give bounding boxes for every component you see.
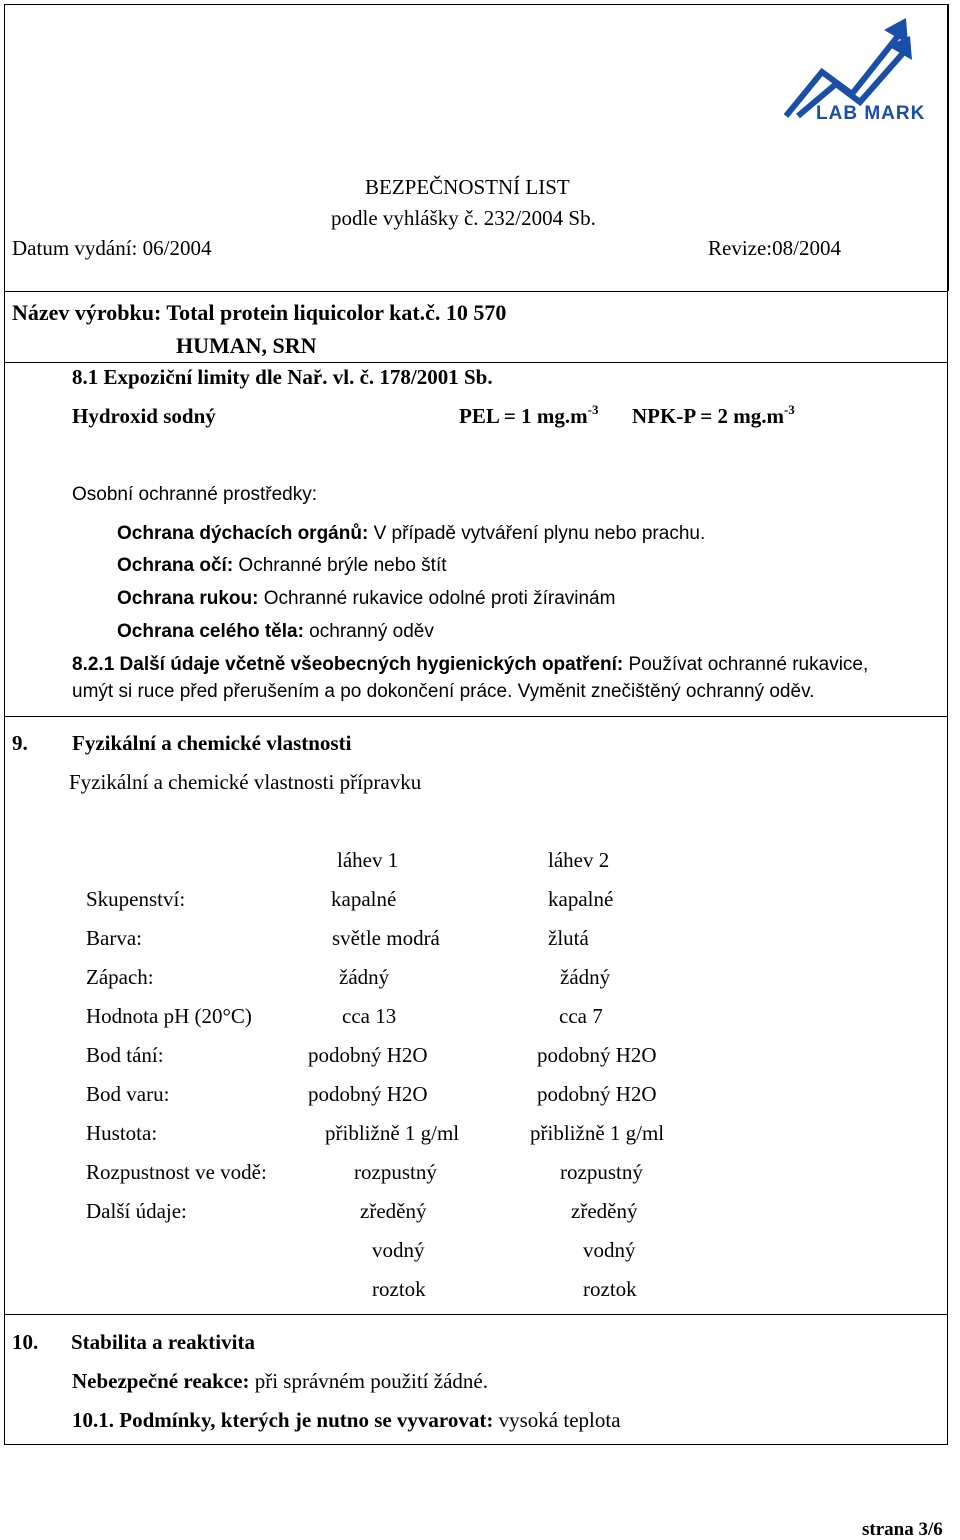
row-value-bottle-2: rozpustný	[560, 1160, 643, 1184]
npk-value	[632, 402, 795, 428]
product-name: Název výrobku: Total protein liquicolor kat.č. 10 570	[12, 300, 507, 325]
row-value-bottle-1: cca 13	[342, 1004, 397, 1028]
hygiene-label: 8.2.1 Další údaje včetně všeobecných hygienických opatření:	[72, 654, 624, 675]
page-number: strana 3/6	[862, 1519, 943, 1540]
header-divider	[4, 291, 948, 292]
conditions-label: 10.1. Podmínky, kterých je nutno se vyvarovat:	[72, 1408, 494, 1432]
section10-number: 10.	[12, 1330, 39, 1354]
row-value-bottle-1: roztok	[372, 1277, 426, 1301]
pel-exponent: -3	[587, 402, 599, 417]
row-label: Skupenství:	[86, 887, 186, 911]
ppe-eyes-label: Ochrana očí:	[117, 555, 234, 576]
row-value-bottle-1: světle modrá	[332, 926, 440, 950]
ppe-body	[117, 622, 434, 641]
section9-number: 9.	[12, 731, 28, 755]
ppe-respiratory-value: V případě vytváření plynu nebo prachu.	[368, 523, 706, 544]
hygiene-line-2: umýt si ruce před přerušením a po dokončení práce. Vyměnit znečištěný ochranný oděv.	[72, 681, 815, 702]
document-title: BEZPEČNOSTNÍ LIST	[365, 175, 570, 199]
hazardous-reactions-value: při správném použití žádné.	[249, 1369, 488, 1393]
row-value-bottle-1: žádný	[339, 965, 390, 989]
row-value-bottle-1: podobný H2O	[308, 1082, 428, 1106]
hygiene-value: Používat ochranné rukavice,	[623, 654, 869, 675]
conditions-value: vysoká teplota	[493, 1408, 621, 1432]
hygiene-measures	[72, 655, 868, 674]
hazardous-reactions	[72, 1371, 488, 1392]
row-value-bottle-1: přibližně 1 g/ml	[325, 1121, 460, 1145]
ppe-hands-label: Ochrana rukou:	[117, 588, 259, 609]
ppe-heading: Osobní ochranné prostředky:	[72, 484, 318, 505]
row-value-bottle-2: podobný H2O	[537, 1043, 657, 1067]
row-value-bottle-1: kapalné	[331, 887, 397, 911]
pel-value	[459, 402, 599, 428]
row-value-bottle-1: vodný	[372, 1238, 425, 1262]
row-label: Bod tání:	[86, 1043, 164, 1067]
ppe-respiratory-label: Ochrana dýchacích orgánů:	[117, 523, 369, 544]
section9-divider	[4, 716, 948, 717]
frame-right-edge	[948, 4, 949, 291]
pel-text: PEL = 1 mg.m	[459, 404, 588, 428]
section9-subheading: Fyzikální a chemické vlastnosti přípravku	[69, 770, 422, 794]
manufacturer: HUMAN, SRN	[176, 333, 317, 358]
hazardous-reactions-label: Nebezpečné reakce:	[72, 1369, 250, 1393]
row-label: Zápach:	[86, 965, 154, 989]
row-value-bottle-2: zředěný	[571, 1199, 638, 1223]
row-value-bottle-2: podobný H2O	[537, 1082, 657, 1106]
product-divider	[4, 362, 948, 363]
row-value-bottle-1: zředěný	[360, 1199, 427, 1223]
row-value-bottle-2: roztok	[583, 1277, 637, 1301]
issue-date: Datum vydání: 06/2004	[12, 236, 212, 260]
exposure-limits-heading: 8.1 Expoziční limity dle Nař. vl. č. 178/2001 Sb.	[72, 365, 493, 389]
ppe-body-label: Ochrana celého těla:	[117, 621, 304, 642]
row-label: Hustota:	[86, 1121, 158, 1145]
ppe-body-value: ochranný oděv	[303, 621, 434, 642]
ppe-eyes-value: Ochranné brýle nebo štít	[233, 555, 447, 576]
section10-heading: Stabilita a reaktivita	[71, 1330, 255, 1354]
row-value-bottle-2: vodný	[583, 1238, 636, 1262]
row-value-bottle-2: kapalné	[548, 887, 614, 911]
row-label: Další údaje:	[86, 1199, 187, 1223]
substance-name: Hydroxid sodný	[72, 404, 216, 428]
row-value-bottle-2: přibližně 1 g/ml	[530, 1121, 665, 1145]
row-value-bottle-2: cca 7	[559, 1004, 603, 1028]
row-label: Barva:	[86, 926, 142, 950]
logo-text: LAB MARK	[816, 103, 926, 124]
row-value-bottle-2: žádný	[560, 965, 611, 989]
ppe-hands-value: Ochranné rukavice odolné proti žíravinám	[258, 588, 616, 609]
company-logo	[780, 14, 930, 126]
row-value-bottle-1: podobný H2O	[308, 1043, 428, 1067]
ppe-respiratory	[117, 524, 705, 543]
row-value-bottle-1: rozpustný	[354, 1160, 437, 1184]
ppe-hands	[117, 589, 615, 608]
npk-text: NPK-P = 2 mg.m	[632, 404, 784, 428]
ppe-eyes	[117, 556, 447, 575]
conditions-to-avoid	[72, 1410, 621, 1431]
column-header-bottle-1: láhev 1	[337, 848, 399, 872]
section9-heading: Fyzikální a chemické vlastnosti	[72, 731, 352, 755]
npk-exponent: -3	[783, 402, 795, 417]
row-label: Bod varu:	[86, 1082, 170, 1106]
row-value-bottle-2: žlutá	[548, 926, 589, 950]
row-label: Hodnota pH (20°C)	[86, 1004, 252, 1028]
row-label: Rozpustnost ve vodě:	[86, 1160, 267, 1184]
document-subtitle: podle vyhlášky č. 232/2004 Sb.	[331, 206, 596, 230]
revision-date: Revize:08/2004	[708, 236, 841, 260]
section10-divider	[4, 1314, 948, 1315]
column-header-bottle-2: láhev 2	[548, 848, 610, 872]
